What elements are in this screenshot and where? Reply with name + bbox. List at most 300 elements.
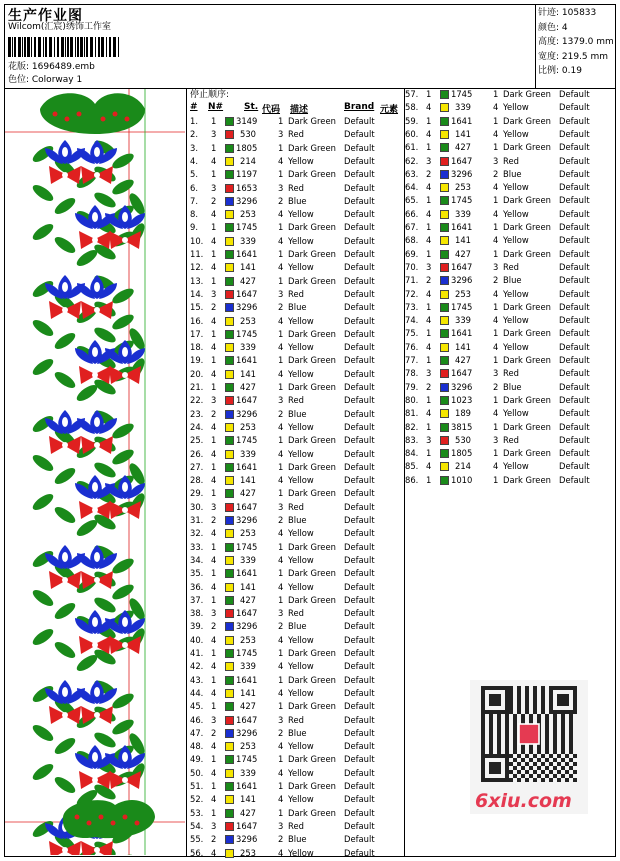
row-brand: Default: [344, 342, 375, 353]
row-description: Red: [503, 155, 519, 166]
color-swatch: [225, 609, 234, 618]
row-needle: 1: [211, 674, 217, 685]
row-code: 4: [278, 634, 284, 645]
row-stitches: 339: [455, 102, 471, 113]
row-description: Dark Green: [503, 142, 551, 153]
row-description: Dark Green: [503, 328, 551, 339]
row-description: Blue: [288, 727, 307, 738]
row-description: Yellow: [503, 461, 529, 472]
row-needle: 2: [426, 275, 432, 286]
row-brand: Default: [559, 394, 590, 405]
row-brand: Default: [344, 568, 375, 579]
row-needle: 3: [211, 714, 217, 725]
table-row: [405, 381, 617, 394]
row-code: 3: [278, 395, 284, 406]
row-code: 4: [278, 421, 284, 432]
color-swatch: [440, 396, 449, 405]
row-needle: 2: [426, 168, 432, 179]
row-needle: 1: [426, 89, 432, 99]
table-row: [405, 141, 617, 154]
design-file: 花版: 1696489.emb: [8, 62, 95, 72]
row-needle: 3: [426, 155, 432, 166]
row-needle: 4: [426, 182, 432, 193]
table-row: [190, 208, 402, 221]
row-description: Dark Green: [288, 435, 336, 446]
row-needle: 4: [211, 262, 217, 273]
row-code: 1: [278, 568, 284, 579]
row-stitches: 141: [240, 687, 256, 698]
color-swatch: [225, 157, 234, 166]
row-index: 84.: [405, 448, 419, 459]
row-index: 71.: [405, 275, 419, 286]
row-needle: 1: [211, 249, 217, 259]
row-code: 1: [278, 754, 284, 765]
table-row: [190, 195, 402, 208]
color-swatch: [225, 263, 234, 272]
row-code: 4: [278, 448, 284, 459]
row-brand: Default: [344, 116, 375, 126]
table-row: [190, 128, 402, 141]
row-index: 66.: [405, 208, 419, 219]
row-stitches: 1641: [236, 249, 258, 259]
row-brand: Default: [559, 381, 590, 392]
row-index: 73.: [405, 301, 419, 312]
row-brand: Default: [559, 89, 590, 99]
row-stitches: 1647: [451, 368, 473, 379]
row-stitches: 1745: [451, 195, 473, 206]
row-brand: Default: [344, 355, 375, 366]
row-description: Red: [288, 608, 304, 619]
row-stitches: 3149: [236, 116, 258, 126]
row-index: 56.: [190, 847, 204, 858]
row-stitches: 141: [240, 262, 256, 273]
table-row: [190, 660, 402, 673]
flower-highlight: [92, 482, 98, 492]
row-needle: 1: [426, 301, 432, 312]
row-needle: 1: [211, 169, 217, 180]
table-row: [190, 514, 402, 527]
row-brand: Default: [559, 261, 590, 272]
row-needle: 4: [426, 208, 432, 219]
row-description: Yellow: [288, 847, 314, 858]
row-needle: 4: [426, 461, 432, 472]
row-code: 4: [278, 342, 284, 353]
row-code: 1: [278, 674, 284, 685]
row-stitches: 253: [240, 421, 256, 432]
row-stitches: 1647: [236, 395, 258, 406]
row-index: 12.: [190, 262, 204, 273]
row-needle: 4: [426, 341, 432, 352]
table-row: [190, 541, 402, 554]
flower-center: [94, 847, 100, 853]
row-stitches: 339: [240, 767, 256, 778]
color-swatch: [225, 809, 234, 818]
color-swatch: [225, 317, 234, 326]
table-row: [405, 288, 617, 301]
row-needle: 1: [426, 474, 432, 485]
color-swatch: [225, 795, 234, 804]
table-row: [190, 780, 402, 793]
row-code: 3: [278, 714, 284, 725]
row-brand: Default: [344, 395, 375, 406]
row-code: 1: [278, 461, 284, 472]
row-index: 82.: [405, 421, 419, 432]
row-brand: Default: [344, 767, 375, 778]
row-code: 3: [278, 129, 284, 140]
row-description: Yellow: [503, 182, 529, 193]
row-description: Blue: [288, 515, 307, 525]
row-needle: 1: [211, 648, 217, 658]
design-stats: [538, 6, 614, 79]
row-brand: Default: [344, 648, 375, 658]
color-swatch: [440, 183, 449, 192]
row-needle: 4: [211, 741, 217, 752]
color-swatch: [440, 157, 449, 166]
leaf: [52, 465, 77, 487]
row-stitches: 253: [240, 315, 256, 326]
row-needle: 1: [211, 275, 217, 286]
row-stitches: 1745: [451, 89, 473, 99]
row-code: 1: [493, 474, 499, 485]
row-index: 86.: [405, 474, 419, 485]
row-brand: Default: [559, 182, 590, 193]
col-needle: N#: [208, 102, 224, 112]
color-swatch: [225, 476, 234, 485]
row-index: 51.: [190, 781, 204, 791]
color-swatch: [440, 343, 449, 352]
table-row: [405, 474, 617, 487]
flower-center: [122, 237, 128, 243]
row-code: 1: [493, 222, 499, 232]
table-row: [405, 314, 617, 327]
row-needle: 4: [211, 448, 217, 459]
color-swatch: [440, 476, 449, 485]
table-row: [190, 461, 402, 474]
studio-name: Wilcom(汇宸)绣饰工作室: [8, 22, 111, 32]
row-index: 54.: [190, 820, 204, 831]
row-brand: Default: [344, 781, 375, 791]
row-description: Yellow: [288, 155, 314, 166]
bottom-dot: [123, 815, 128, 820]
table-row: [190, 142, 402, 155]
flower-highlight: [62, 417, 68, 427]
top-dot: [113, 112, 118, 117]
color-swatch: [225, 436, 234, 445]
row-description: Yellow: [288, 421, 314, 432]
row-index: 59.: [405, 115, 419, 126]
color-swatch: [440, 423, 449, 432]
bottom-dot: [99, 815, 104, 820]
row-brand: Default: [344, 249, 375, 259]
row-code: 1: [278, 169, 284, 180]
color-swatch: [225, 569, 234, 578]
row-code: 1: [278, 355, 284, 366]
row-description: Dark Green: [288, 328, 336, 339]
row-index: 13.: [190, 275, 204, 286]
row-needle: 4: [211, 368, 217, 379]
row-index: 70.: [405, 261, 419, 272]
row-stitches: 1641: [451, 328, 473, 339]
row-description: Dark Green: [288, 781, 336, 791]
row-stitches: 427: [240, 807, 256, 818]
row-index: 18.: [190, 342, 204, 353]
page-title: 生产作业图: [8, 8, 83, 24]
row-brand: Default: [344, 488, 375, 499]
row-brand: Default: [344, 302, 375, 313]
color-count: 颜色: 4: [538, 22, 568, 33]
row-brand: Default: [344, 195, 375, 206]
row-index: 34.: [190, 554, 204, 565]
row-needle: 3: [426, 261, 432, 272]
table-row: [190, 182, 402, 195]
row-needle: 1: [426, 142, 432, 153]
row-stitches: 427: [240, 275, 256, 286]
table-row: [190, 594, 402, 607]
row-needle: 1: [211, 222, 217, 233]
bottom-dot: [135, 821, 140, 826]
row-needle: 2: [211, 195, 217, 206]
color-swatch: [440, 117, 449, 126]
flower-highlight: [62, 147, 68, 157]
table-row: [405, 407, 617, 420]
row-index: 44.: [190, 687, 204, 698]
leaf: [30, 761, 55, 783]
row-description: Yellow: [503, 208, 529, 219]
leaf: [30, 317, 55, 339]
row-index: 79.: [405, 381, 419, 392]
row-needle: 4: [426, 235, 432, 246]
row-needle: 2: [211, 834, 217, 845]
row-needle: 1: [211, 541, 217, 552]
row-needle: 1: [426, 115, 432, 126]
row-index: 4.: [190, 155, 198, 166]
row-stitches: 253: [455, 288, 471, 299]
row-index: 37.: [190, 594, 204, 605]
row-stitches: 1745: [236, 328, 258, 339]
row-stitches: 253: [240, 634, 256, 645]
color-swatch: [440, 143, 449, 152]
row-brand: Default: [559, 288, 590, 299]
row-index: 81.: [405, 408, 419, 419]
row-needle: 4: [211, 554, 217, 565]
row-stitches: 427: [240, 594, 256, 605]
color-swatch: [440, 329, 449, 338]
row-description: Yellow: [288, 528, 314, 539]
row-index: 17.: [190, 328, 204, 339]
row-code: 2: [278, 302, 284, 313]
col-code: 代码: [262, 105, 281, 115]
row-index: 45.: [190, 701, 204, 712]
leaf: [52, 735, 77, 757]
table-row: [190, 315, 402, 328]
stitch-count: 针迹: 105833: [538, 8, 597, 18]
row-index: 33.: [190, 541, 204, 552]
row-code: 4: [278, 368, 284, 379]
row-brand: Default: [344, 634, 375, 645]
row-brand: Default: [344, 142, 375, 153]
row-needle: 4: [211, 421, 217, 432]
row-brand: Default: [344, 501, 375, 512]
row-index: 78.: [405, 368, 419, 379]
color-swatch: [225, 516, 234, 525]
table-row: [405, 221, 617, 234]
row-brand: Default: [559, 235, 590, 246]
col-num: #: [190, 102, 198, 112]
row-code: 2: [278, 834, 284, 845]
row-needle: 1: [211, 116, 217, 126]
row-index: 32.: [190, 528, 204, 539]
row-stitches: 339: [455, 315, 471, 326]
row-brand: Default: [344, 741, 375, 752]
stats-divider: [535, 4, 536, 88]
table-row: [405, 194, 617, 207]
color-swatch: [225, 662, 234, 671]
row-brand: Default: [344, 594, 375, 605]
row-description: Blue: [503, 381, 522, 392]
row-description: Dark Green: [288, 648, 336, 658]
row-code: 4: [278, 847, 284, 858]
row-code: 2: [493, 381, 499, 392]
row-needle: 2: [211, 302, 217, 313]
table-header: [190, 102, 404, 114]
row-stitches: 3296: [236, 727, 258, 738]
row-index: 55.: [190, 834, 204, 845]
table-row: [190, 527, 402, 540]
row-index: 10.: [190, 235, 204, 246]
leaf: [52, 774, 77, 796]
row-stitches: 141: [240, 475, 256, 486]
row-needle: 3: [211, 288, 217, 299]
row-index: 40.: [190, 634, 204, 645]
row-index: 72.: [405, 288, 419, 299]
row-code: 4: [278, 661, 284, 672]
table-row: [405, 115, 617, 128]
row-code: 3: [278, 501, 284, 512]
row-description: Yellow: [288, 634, 314, 645]
row-index: 74.: [405, 315, 419, 326]
color-swatch: [440, 103, 449, 112]
color-swatch: [225, 556, 234, 565]
row-description: Dark Green: [288, 461, 336, 472]
row-stitches: 530: [455, 434, 471, 445]
row-code: 4: [493, 128, 499, 139]
row-index: 80.: [405, 394, 419, 405]
row-needle: 1: [211, 355, 217, 366]
row-code: 1: [278, 807, 284, 818]
row-stitches: 141: [240, 794, 256, 805]
row-brand: Default: [559, 115, 590, 126]
row-description: Dark Green: [288, 488, 336, 499]
row-brand: Default: [344, 382, 375, 392]
row-description: Red: [288, 820, 304, 831]
row-brand: Default: [344, 621, 375, 632]
table-row: [190, 328, 402, 341]
row-stitches: 339: [240, 342, 256, 353]
row-needle: 1: [211, 594, 217, 605]
row-needle: 1: [211, 488, 217, 499]
flower-highlight: [94, 552, 100, 562]
flower-center: [92, 372, 98, 378]
row-stitches: 1745: [451, 301, 473, 312]
row-description: Red: [503, 434, 519, 445]
row-code: 4: [493, 182, 499, 193]
table-row: [190, 714, 402, 727]
row-needle: 1: [211, 435, 217, 446]
row-brand: Default: [344, 608, 375, 619]
row-stitches: 1647: [236, 288, 258, 299]
flower-highlight: [92, 617, 98, 627]
row-code: 1: [278, 594, 284, 605]
flower-center: [62, 307, 68, 313]
color-swatch: [225, 702, 234, 711]
row-index: 25.: [190, 435, 204, 446]
color-swatch: [225, 383, 234, 392]
row-index: 27.: [190, 461, 204, 472]
row-description: Red: [288, 182, 304, 193]
row-stitches: 214: [455, 461, 471, 472]
color-swatch: [225, 356, 234, 365]
row-stitches: 253: [455, 182, 471, 193]
row-needle: 4: [211, 661, 217, 672]
row-description: Dark Green: [288, 142, 336, 153]
row-stitches: 1641: [451, 222, 473, 232]
row-index: 15.: [190, 302, 204, 313]
row-stitches: 339: [240, 554, 256, 565]
row-brand: Default: [559, 128, 590, 139]
table-row: [190, 820, 402, 833]
row-description: Yellow: [288, 794, 314, 805]
row-index: 64.: [405, 182, 419, 193]
row-needle: 3: [426, 434, 432, 445]
row-brand: Default: [344, 155, 375, 166]
row-code: 3: [278, 608, 284, 619]
row-code: 4: [493, 341, 499, 352]
table-row: [190, 674, 402, 687]
row-description: Dark Green: [503, 474, 551, 485]
row-needle: 4: [426, 315, 432, 326]
row-index: 57.: [405, 89, 419, 99]
row-brand: Default: [559, 434, 590, 445]
row-needle: 4: [211, 235, 217, 246]
row-brand: Default: [559, 341, 590, 352]
row-stitches: 3296: [236, 621, 258, 632]
row-needle: 1: [211, 461, 217, 472]
row-description: Dark Green: [503, 394, 551, 405]
row-brand: Default: [559, 368, 590, 379]
row-brand: Default: [344, 448, 375, 459]
flower-center: [62, 847, 68, 853]
table-row: [190, 448, 402, 461]
row-brand: Default: [344, 807, 375, 818]
flower-highlight: [122, 482, 128, 492]
flower-center: [62, 577, 68, 583]
row-description: Yellow: [288, 661, 314, 672]
row-index: 50.: [190, 767, 204, 778]
row-needle: 1: [426, 195, 432, 206]
table-row: [405, 394, 617, 407]
row-brand: Default: [559, 142, 590, 153]
row-code: 1: [493, 448, 499, 459]
flower-center: [94, 577, 100, 583]
table-row: [405, 274, 617, 287]
flower-center: [94, 712, 100, 718]
row-brand: Default: [559, 355, 590, 365]
row-index: 19.: [190, 355, 204, 366]
row-code: 1: [493, 355, 499, 365]
row-needle: 4: [211, 155, 217, 166]
row-code: 4: [278, 554, 284, 565]
row-stitches: 253: [240, 741, 256, 752]
